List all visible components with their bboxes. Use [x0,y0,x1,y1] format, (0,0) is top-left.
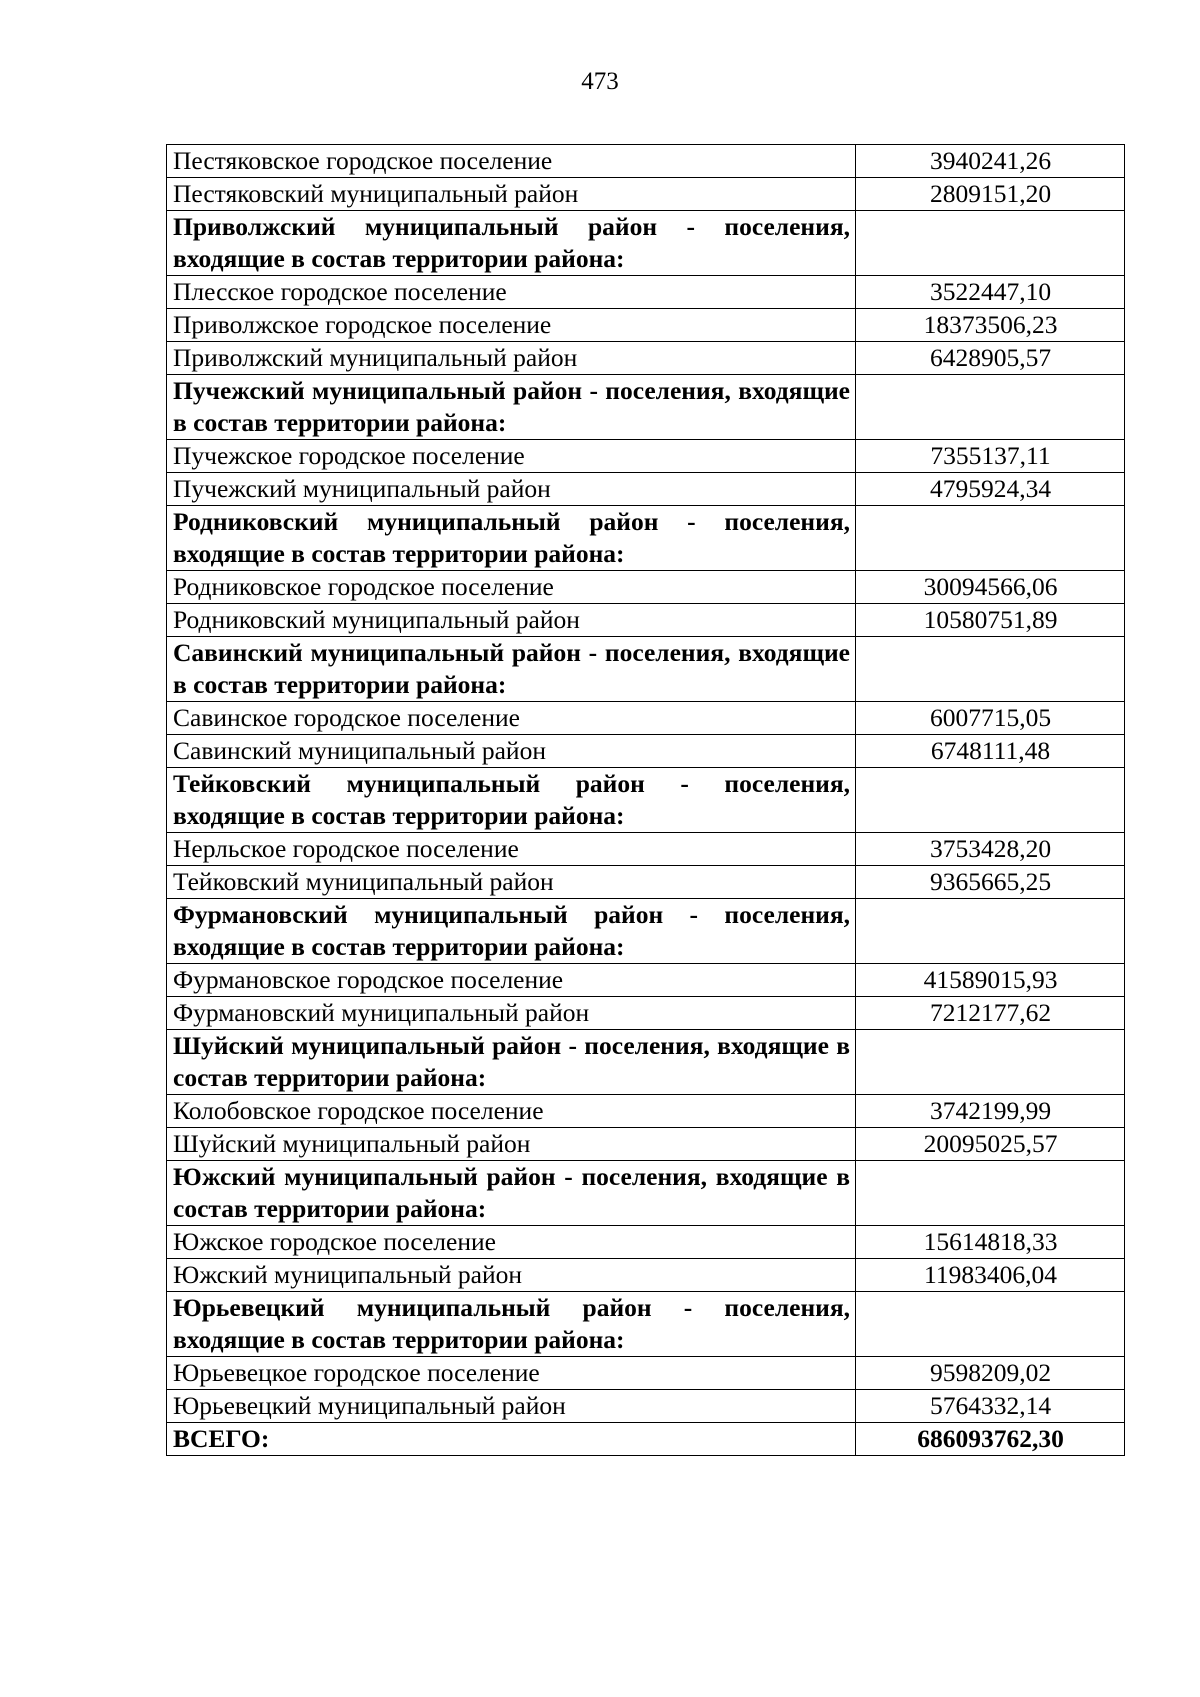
row-name: Пучежский муниципальный район - поселения, входящие в состав территории района: [167,375,856,440]
row-name: Тейковский муниципальный район - поселения, входящие в состав территории района: [167,768,856,833]
table-row [167,1226,1125,1259]
table-row [167,964,1125,997]
table-row [167,440,1125,473]
row-value: 5764332,14 [856,1390,1125,1423]
row-value [856,1030,1125,1095]
district-header-row [167,1161,1125,1226]
row-value: 9598209,02 [856,1357,1125,1390]
row-name: Шуйский муниципальный район - поселения, входящие в состав территории района: [167,1030,856,1095]
row-value: 10580751,89 [856,604,1125,637]
row-value: 6428905,57 [856,342,1125,375]
row-name: Юрьевецкий муниципальный район [167,1390,856,1423]
row-value: 3940241,26 [856,145,1125,178]
row-value [856,1292,1125,1357]
row-name: Юрьевецкое городское поселение [167,1357,856,1390]
row-value: 3753428,20 [856,833,1125,866]
table-row [167,833,1125,866]
row-value: 41589015,93 [856,964,1125,997]
table-row [167,145,1125,178]
row-value: 20095025,57 [856,1128,1125,1161]
table-row [167,178,1125,211]
row-name: Плесское городское поселение [167,276,856,309]
budget-table [166,144,1125,1456]
row-name: Приволжский муниципальный район - поселения, входящие в состав территории района: [167,211,856,276]
row-value [856,506,1125,571]
district-header-row [167,899,1125,964]
row-name: Пестяковский муниципальный район [167,178,856,211]
row-value [856,768,1125,833]
row-name: Фурмановский муниципальный район - поселения, входящие в состав территории района: [167,899,856,964]
table-row [167,604,1125,637]
total-row [167,1423,1125,1456]
row-name: Шуйский муниципальный район [167,1128,856,1161]
row-name: Приволжский муниципальный район [167,342,856,375]
district-header-row [167,211,1125,276]
table-row [167,309,1125,342]
row-value: 30094566,06 [856,571,1125,604]
row-value: 7355137,11 [856,440,1125,473]
row-name: Родниковский муниципальный район - поселения, входящие в состав территории района: [167,506,856,571]
row-value [856,899,1125,964]
row-name: Фурмановский муниципальный район [167,997,856,1030]
row-name: Южский муниципальный район - поселения, входящие в состав территории района: [167,1161,856,1226]
table-row [167,866,1125,899]
row-value: 11983406,04 [856,1259,1125,1292]
row-name: Южское городское поселение [167,1226,856,1259]
table-row [167,342,1125,375]
row-name: Савинское городское поселение [167,702,856,735]
row-value: 2809151,20 [856,178,1125,211]
table-row [167,702,1125,735]
row-value [856,637,1125,702]
district-header-row [167,1292,1125,1357]
total-label: ВСЕГО: [167,1423,856,1456]
district-header-row [167,375,1125,440]
row-name: Фурмановское городское поселение [167,964,856,997]
row-value: 3522447,10 [856,276,1125,309]
row-value: 9365665,25 [856,866,1125,899]
row-name: Тейковский муниципальный район [167,866,856,899]
table-row [167,1095,1125,1128]
district-header-row [167,768,1125,833]
row-value [856,375,1125,440]
district-header-row [167,1030,1125,1095]
row-name: Родниковский муниципальный район [167,604,856,637]
row-name: Пучежское городское поселение [167,440,856,473]
table-row [167,276,1125,309]
row-value: 6748111,48 [856,735,1125,768]
row-name: Юрьевецкий муниципальный район - поселения, входящие в состав территории района: [167,1292,856,1357]
row-name: Пестяковское городское поселение [167,145,856,178]
row-value: 3742199,99 [856,1095,1125,1128]
row-value: 15614818,33 [856,1226,1125,1259]
table-row [167,1390,1125,1423]
row-value: 18373506,23 [856,309,1125,342]
table-row [167,473,1125,506]
row-name: Родниковское городское поселение [167,571,856,604]
row-value: 7212177,62 [856,997,1125,1030]
row-name: Савинский муниципальный район - поселения, входящие в состав территории района: [167,637,856,702]
row-name: Пучежский муниципальный район [167,473,856,506]
table-row [167,735,1125,768]
row-name: Нерльское городское поселение [167,833,856,866]
table-row [167,1259,1125,1292]
row-name: Колобовское городское поселение [167,1095,856,1128]
row-name: Приволжское городское поселение [167,309,856,342]
district-header-row [167,506,1125,571]
page-number: 473 [581,68,619,95]
table-row [167,1128,1125,1161]
row-name: Савинский муниципальный район [167,735,856,768]
table-row [167,571,1125,604]
row-value [856,1161,1125,1226]
row-name: Южский муниципальный район [167,1259,856,1292]
row-value [856,211,1125,276]
row-value: 4795924,34 [856,473,1125,506]
table-row [167,1357,1125,1390]
table-body [167,145,1125,1456]
row-value: 6007715,05 [856,702,1125,735]
table-row [167,997,1125,1030]
district-header-row [167,637,1125,702]
total-value: 686093762,30 [856,1423,1125,1456]
